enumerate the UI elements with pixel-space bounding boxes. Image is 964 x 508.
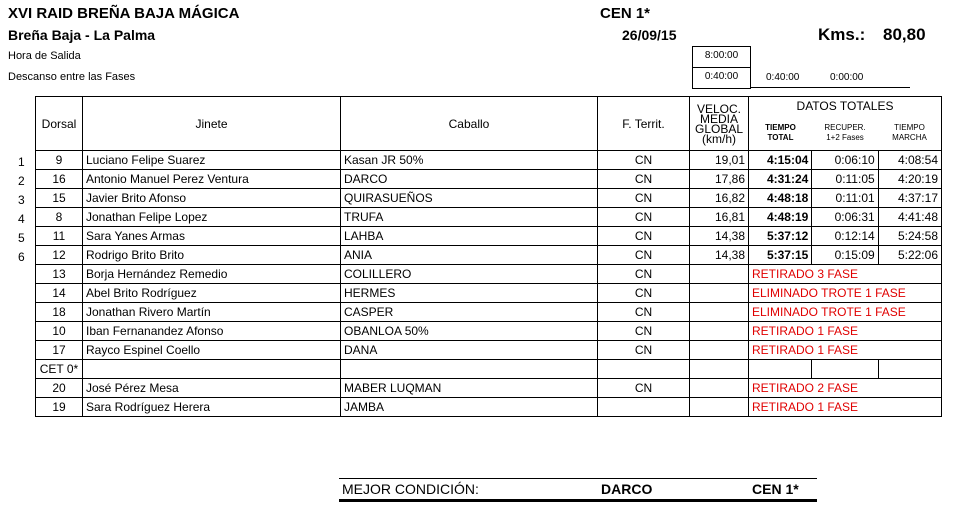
- caballo-cell: CASPER: [341, 303, 598, 322]
- veloc-cell: 14,38: [690, 227, 749, 246]
- dorsal-cell: 11: [36, 227, 83, 246]
- veloc-cell: [690, 360, 749, 379]
- rest-label: Descanso entre las Fases: [8, 71, 136, 83]
- territ-cell: [598, 398, 690, 417]
- status-cell: RETIRADO 3 FASE: [749, 265, 942, 284]
- veloc-cell: 16,81: [690, 208, 749, 227]
- jinete-cell: Jonathan Rivero Martín: [83, 303, 341, 322]
- results-table: [35, 96, 942, 417]
- best-condition-category: CEN 1*: [752, 481, 799, 497]
- kms-label: Kms.:: [818, 25, 866, 44]
- jinete-cell: Sara Rodríguez Herera: [83, 398, 341, 417]
- veloc-cell: [690, 341, 749, 360]
- dorsal-header: Dorsal: [36, 97, 83, 151]
- jinete-header: Jinete: [83, 97, 341, 151]
- divider-line: [750, 87, 910, 88]
- territ-cell: CN: [598, 322, 690, 341]
- veloc-cell: [690, 398, 749, 417]
- jinete-cell: Rodrigo Brito Brito: [83, 246, 341, 265]
- marcha-cell: 4:41:48: [878, 208, 941, 227]
- jinete-cell: Antonio Manuel Perez Ventura: [83, 170, 341, 189]
- dorsal-cell: 19: [36, 398, 83, 417]
- territ-cell: CN: [598, 189, 690, 208]
- dorsal-cell: CET 0*: [36, 360, 83, 379]
- dorsal-cell: 8: [36, 208, 83, 227]
- recuper-cell: 0:12:14: [812, 227, 878, 246]
- rank-number: 4: [18, 212, 25, 226]
- tiempo-marcha-header: TIEMPO MARCHA: [892, 123, 927, 142]
- marcha-cell: 5:24:58: [878, 227, 941, 246]
- jinete-cell: José Pérez Mesa: [83, 379, 341, 398]
- marcha-cell: 4:08:54: [878, 151, 941, 170]
- table-row: [36, 360, 942, 379]
- territ-cell: [598, 360, 690, 379]
- jinete-cell: Abel Brito Rodríguez: [83, 284, 341, 303]
- rank-number: 2: [18, 174, 25, 188]
- rest-value-3: 0:00:00: [830, 72, 864, 83]
- status-cell: RETIRADO 1 FASE: [749, 341, 942, 360]
- territ-header: F. Territ.: [598, 97, 690, 151]
- caballo-cell: TRUFA: [341, 208, 598, 227]
- jinete-cell: Sara Yanes Armas: [83, 227, 341, 246]
- table-row: [36, 151, 942, 170]
- table-row: [36, 208, 942, 227]
- status-cell: RETIRADO 1 FASE: [749, 398, 942, 417]
- table-row: [36, 341, 942, 360]
- rank-number: 6: [18, 250, 25, 264]
- veloc-cell: 16,82: [690, 189, 749, 208]
- territ-cell: CN: [598, 208, 690, 227]
- caballo-cell: [341, 360, 598, 379]
- best-condition-box: [339, 478, 817, 502]
- caballo-cell: DARCO: [341, 170, 598, 189]
- caballo-cell: ANIA: [341, 246, 598, 265]
- document-title: XVI RAID BREÑA BAJA MÁGICA: [8, 5, 240, 22]
- veloc-header: VELOC. MEDIA GLOBAL (km/h): [690, 97, 749, 151]
- caballo-cell: MABER LUQMAN: [341, 379, 598, 398]
- veloc-cell: [690, 284, 749, 303]
- marcha-cell: [878, 360, 941, 379]
- status-cell: RETIRADO 1 FASE: [749, 322, 942, 341]
- total-time-cell: [749, 360, 812, 379]
- veloc-cell: 17,86: [690, 170, 749, 189]
- totales-header: DATOS TOTALES TIEMPO TOTAL RECUPER. 1+2 Fases TIEMPO MARCHA: [749, 97, 942, 151]
- table-row: [36, 284, 942, 303]
- caballo-header: Caballo: [341, 97, 598, 151]
- recuper-cell: 0:06:31: [812, 208, 878, 227]
- caballo-cell: Kasan JR 50%: [341, 151, 598, 170]
- veloc-cell: 19,01: [690, 151, 749, 170]
- veloc-cell: 14,38: [690, 246, 749, 265]
- recuper-cell: [812, 360, 878, 379]
- dorsal-cell: 18: [36, 303, 83, 322]
- table-row: [36, 322, 942, 341]
- table-header-row: [36, 97, 942, 151]
- dorsal-cell: 13: [36, 265, 83, 284]
- territ-cell: CN: [598, 170, 690, 189]
- rank-number: 3: [18, 193, 25, 207]
- territ-cell: CN: [598, 379, 690, 398]
- marcha-cell: 4:20:19: [878, 170, 941, 189]
- jinete-cell: [83, 360, 341, 379]
- veloc-cell: [690, 265, 749, 284]
- dorsal-cell: 12: [36, 246, 83, 265]
- table-row: [36, 398, 942, 417]
- total-time-cell: 5:37:15: [749, 246, 812, 265]
- total-time-cell: 4:15:04: [749, 151, 812, 170]
- table-row: [36, 265, 942, 284]
- caballo-cell: OBANLOA 50%: [341, 322, 598, 341]
- dorsal-cell: 9: [36, 151, 83, 170]
- jinete-cell: Rayco Espinel Coello: [83, 341, 341, 360]
- jinete-cell: Javier Brito Afonso: [83, 189, 341, 208]
- caballo-cell: JAMBA: [341, 398, 598, 417]
- total-time-cell: 4:31:24: [749, 170, 812, 189]
- caballo-cell: QUIRASUEÑOS: [341, 189, 598, 208]
- dorsal-cell: 16: [36, 170, 83, 189]
- category-label: CEN 1*: [600, 5, 651, 22]
- jinete-cell: Luciano Felipe Suarez: [83, 151, 341, 170]
- table-row: [36, 303, 942, 322]
- territ-cell: CN: [598, 227, 690, 246]
- recuper-header: RECUPER. 1+2 Fases: [824, 123, 866, 142]
- territ-cell: CN: [598, 303, 690, 322]
- recuper-cell: 0:11:01: [812, 189, 878, 208]
- start-time-label: Hora de Salida: [8, 50, 81, 62]
- marcha-cell: 5:22:06: [878, 246, 941, 265]
- marcha-cell: 4:37:17: [878, 189, 941, 208]
- dorsal-cell: 17: [36, 341, 83, 360]
- rest-value-1: 0:40:00: [692, 67, 751, 89]
- territ-cell: CN: [598, 265, 690, 284]
- date-label: 26/09/15: [622, 27, 677, 43]
- caballo-cell: HERMES: [341, 284, 598, 303]
- status-cell: ELIMINADO TROTE 1 FASE: [749, 284, 942, 303]
- jinete-cell: Iban Fernanandez Afonso: [83, 322, 341, 341]
- kms-value: 80,80: [883, 25, 926, 44]
- recuper-cell: 0:06:10: [812, 151, 878, 170]
- dorsal-cell: 15: [36, 189, 83, 208]
- best-condition-label: MEJOR CONDICIÓN:: [342, 481, 479, 497]
- table-row: [36, 170, 942, 189]
- table-row: [36, 227, 942, 246]
- dorsal-cell: 10: [36, 322, 83, 341]
- total-time-cell: 5:37:12: [749, 227, 812, 246]
- table-row: [36, 246, 942, 265]
- recuper-cell: 0:15:09: [812, 246, 878, 265]
- rank-number: 5: [18, 231, 25, 245]
- caballo-cell: LAHBA: [341, 227, 598, 246]
- rank-number: 1: [18, 155, 25, 169]
- best-condition-horse: DARCO: [601, 481, 653, 497]
- location-label: Breña Baja - La Palma: [8, 27, 156, 43]
- start-time-value: 8:00:00: [692, 46, 751, 68]
- recuper-cell: 0:11:05: [812, 170, 878, 189]
- territ-cell: CN: [598, 246, 690, 265]
- veloc-cell: [690, 322, 749, 341]
- caballo-cell: COLILLERO: [341, 265, 598, 284]
- rest-value-2: 0:40:00: [766, 72, 800, 83]
- status-cell: RETIRADO 2 FASE: [749, 379, 942, 398]
- dorsal-cell: 20: [36, 379, 83, 398]
- total-time-cell: 4:48:18: [749, 189, 812, 208]
- tiempo-total-header: TIEMPO TOTAL: [765, 123, 796, 142]
- jinete-cell: Jonathan Felipe Lopez: [83, 208, 341, 227]
- territ-cell: CN: [598, 151, 690, 170]
- status-cell: ELIMINADO TROTE 1 FASE: [749, 303, 942, 322]
- territ-cell: CN: [598, 284, 690, 303]
- table-row: [36, 379, 942, 398]
- veloc-cell: [690, 303, 749, 322]
- table-row: [36, 189, 942, 208]
- caballo-cell: DANA: [341, 341, 598, 360]
- dorsal-cell: 14: [36, 284, 83, 303]
- veloc-cell: [690, 379, 749, 398]
- jinete-cell: Borja Hernández Remedio: [83, 265, 341, 284]
- total-time-cell: 4:48:19: [749, 208, 812, 227]
- territ-cell: CN: [598, 341, 690, 360]
